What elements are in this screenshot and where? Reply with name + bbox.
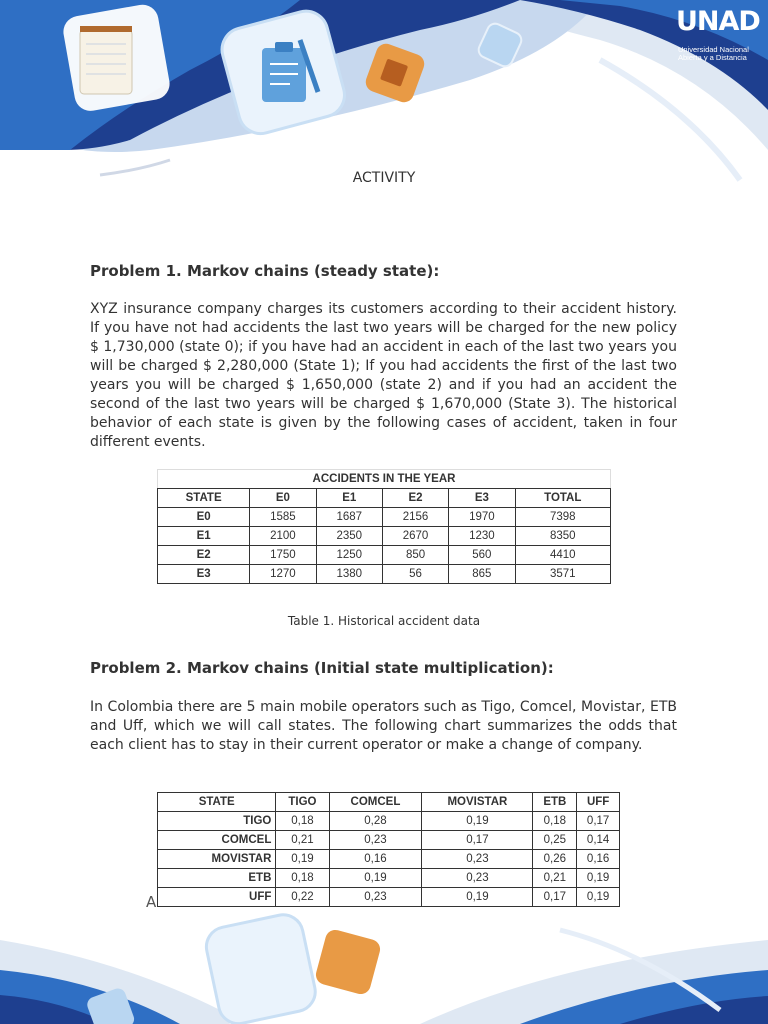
- table-cell: TIGO: [158, 812, 276, 831]
- table-cell: 1230: [449, 527, 515, 546]
- table-cell: 0,19: [422, 812, 533, 831]
- table-cell: 2670: [382, 527, 448, 546]
- table-row: [158, 527, 611, 546]
- table-cell: 865: [449, 565, 515, 584]
- table-row: [158, 546, 611, 565]
- table-cell: E2: [158, 546, 250, 565]
- table-cell: 4410: [515, 546, 610, 565]
- page-title: ACTIVITY: [352, 170, 416, 186]
- table-cell: 3571: [515, 565, 610, 584]
- table-header: ETB: [533, 793, 577, 812]
- table-cell: 1380: [316, 565, 382, 584]
- table-cell: 0,17: [577, 812, 620, 831]
- table-cell: 0,17: [533, 888, 577, 907]
- table-cell: 0,23: [422, 869, 533, 888]
- table-row: [158, 831, 620, 850]
- problem-2-heading: Problem 2. Markov chains (Initial state multiplication):: [90, 659, 554, 677]
- table-cell: 2350: [316, 527, 382, 546]
- table-cell: 850: [382, 546, 448, 565]
- table-header: TIGO: [276, 793, 329, 812]
- table-header: MOVISTAR: [422, 793, 533, 812]
- table-cell: 0,19: [577, 869, 620, 888]
- table-cell: 1585: [250, 508, 316, 527]
- problem-2-text: In Colombia there are 5 main mobile operators such as Tigo, Comcel, Movistar, ETB and Uff, which we will call states. The following chart summarizes the odds that each client has to stay in their current operator or make a change of company.: [90, 699, 677, 753]
- notepad-icon: [80, 26, 132, 94]
- table-cell: 2100: [250, 527, 316, 546]
- accidents-table-caption: ACCIDENTS IN THE YEAR: [158, 470, 611, 489]
- table-cell: 560: [449, 546, 515, 565]
- table-1-caption: Table 1. Historical accident data: [287, 614, 481, 628]
- table-row: [158, 869, 620, 888]
- table-header: STATE: [158, 793, 276, 812]
- table-header: E0: [250, 489, 316, 508]
- table-cell: 0,17: [422, 831, 533, 850]
- table-cell: 8350: [515, 527, 610, 546]
- table-cell: E0: [158, 508, 250, 527]
- table-row: [158, 812, 620, 831]
- logo-wordmark: UNAD: [676, 6, 760, 37]
- table-cell: 0,21: [533, 869, 577, 888]
- table-cell: E1: [158, 527, 250, 546]
- problem-1-text: XYZ insurance company charges its customers according to their accident history. If you have not had accidents the last two years will be charged for the new policy $ 1,730,000 (state 0); if you have had an accident in each of the last two years you will be charged $ 2,280,000 (State 1); If you had accidents the first of the last two years you will be charged $ 1,650,000 (state 2) and if you had an accident the second of the last two years will be charged $ 1,670,000 (State 3). The historical behavior of each state is given by the following cases of accident, taken in four different events.: [90, 301, 677, 450]
- table-cell: 0,18: [276, 812, 329, 831]
- table-cell: 0,19: [422, 888, 533, 907]
- table-cell: 2156: [382, 508, 448, 527]
- table-cell: 0,23: [329, 831, 422, 850]
- table-header: UFF: [577, 793, 620, 812]
- table-cell: 0,23: [422, 850, 533, 869]
- problem-1-heading: Problem 1. Markov chains (steady state):: [90, 262, 440, 280]
- table-row: [158, 850, 620, 869]
- table-cell: 56: [382, 565, 448, 584]
- logo-subtitle: Universidad Nacional Abierta y a Distancia: [678, 45, 749, 62]
- table-cell: COMCEL: [158, 831, 276, 850]
- table-cell: 0,14: [577, 831, 620, 850]
- table-cell: E3: [158, 565, 250, 584]
- stray-letter: A: [146, 893, 157, 911]
- table-cell: 1970: [449, 508, 515, 527]
- table-header: TOTAL: [515, 489, 610, 508]
- table-cell: 1687: [316, 508, 382, 527]
- table-cell: 0,25: [533, 831, 577, 850]
- table-cell: 0,19: [276, 850, 329, 869]
- footer-decoration: [0, 900, 768, 1024]
- table-header: E2: [382, 489, 448, 508]
- table-cell: 1250: [316, 546, 382, 565]
- table-header: COMCEL: [329, 793, 422, 812]
- table-cell: MOVISTAR: [158, 850, 276, 869]
- table-cell: 0,19: [329, 869, 422, 888]
- table-cell: 0,28: [329, 812, 422, 831]
- table-row: [158, 565, 611, 584]
- table-cell: 0,16: [577, 850, 620, 869]
- table-cell: 7398: [515, 508, 610, 527]
- table-cell: 0,16: [329, 850, 422, 869]
- table-cell: 0,26: [533, 850, 577, 869]
- table-row: [158, 508, 611, 527]
- table-cell: 0,23: [329, 888, 422, 907]
- table-header: STATE: [158, 489, 250, 508]
- table-cell: 0,19: [577, 888, 620, 907]
- table-cell: 0,22: [276, 888, 329, 907]
- unad-logo: [676, 6, 764, 68]
- table-cell: 0,21: [276, 831, 329, 850]
- operators-table: [157, 792, 620, 907]
- table-cell: 0,18: [533, 812, 577, 831]
- table-cell: 1750: [250, 546, 316, 565]
- table-cell: UFF: [158, 888, 276, 907]
- table-cell: 0,18: [276, 869, 329, 888]
- table-header: E3: [449, 489, 515, 508]
- table-cell: ETB: [158, 869, 276, 888]
- table-header: E1: [316, 489, 382, 508]
- table-cell: 1270: [250, 565, 316, 584]
- accidents-table: [157, 469, 611, 584]
